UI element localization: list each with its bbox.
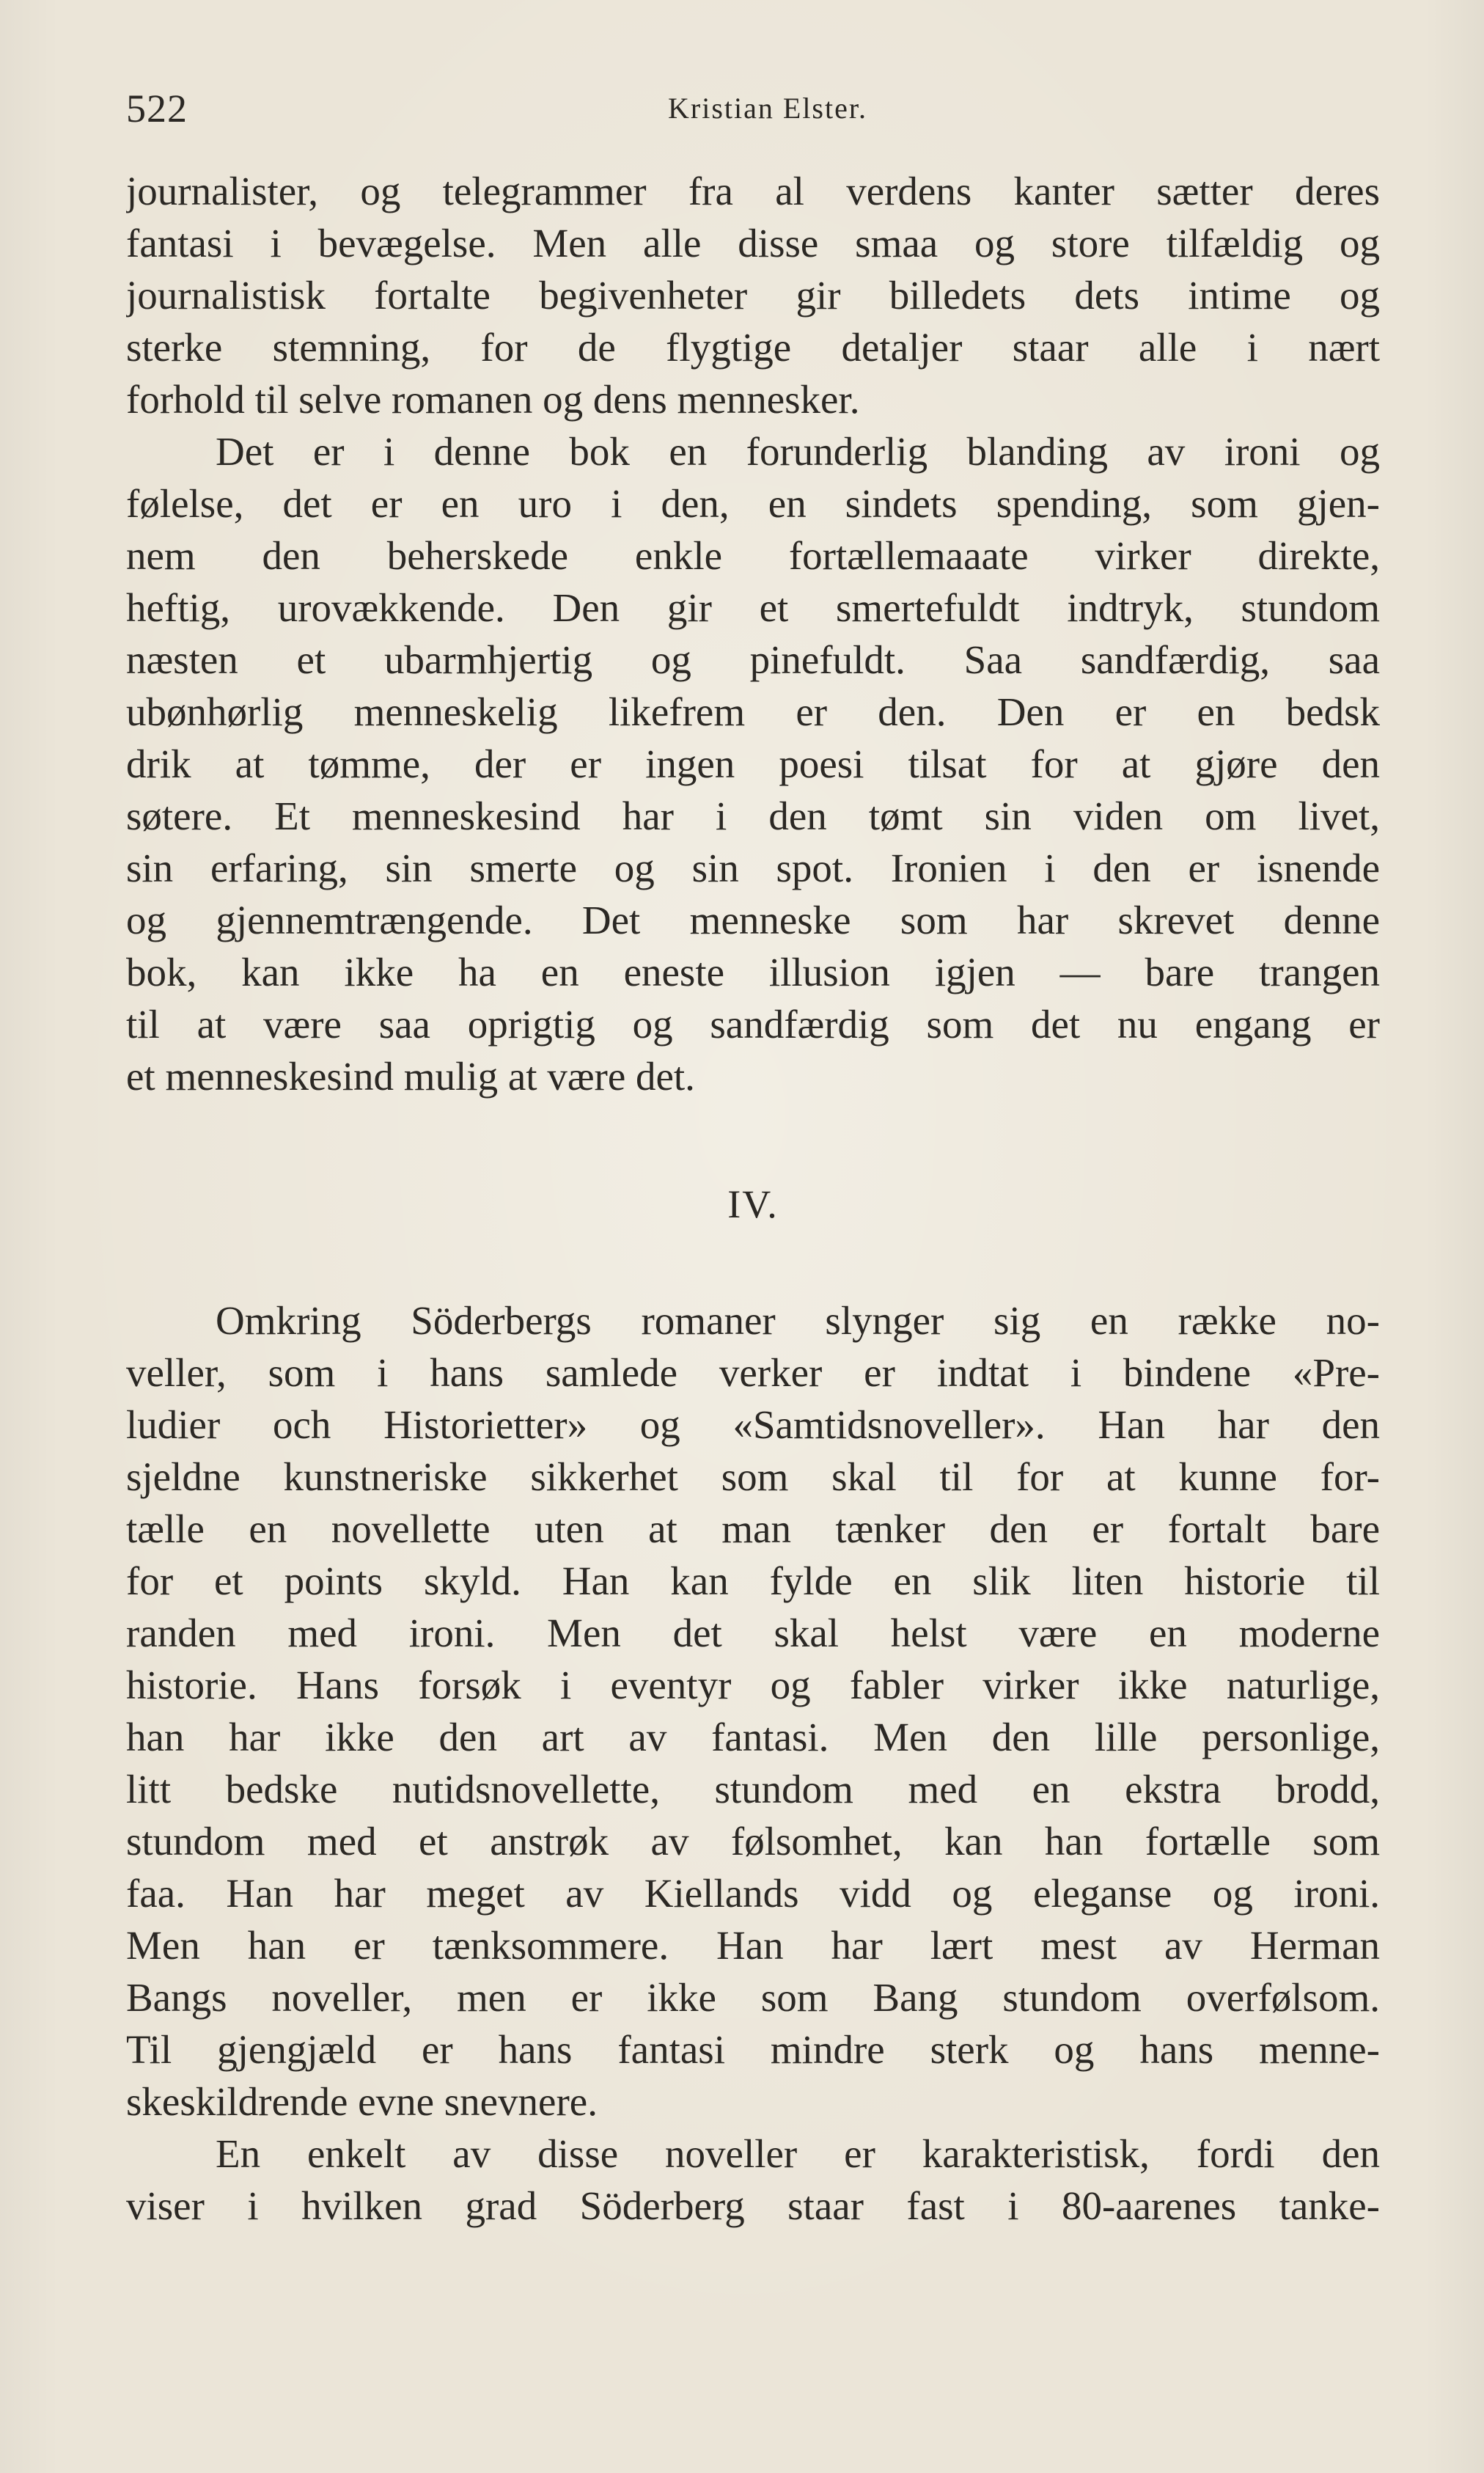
page-header: [126, 79, 1380, 138]
text-line: drik at tømme, der er ingen poesi tilsat for at gjøre den: [126, 741, 1380, 786]
text-line: heftig, urovækkende. Den gir et smertefuldt indtryk, stundom: [126, 585, 1380, 630]
text-line: tælle en novellette uten at man tænker den er fortalt bare: [126, 1506, 1380, 1551]
paragraph: [126, 165, 1380, 425]
text-line: forhold til selve romanen og dens mennesker.: [126, 377, 860, 422]
section-iii-end: [126, 165, 1380, 1102]
text-line: ubønhørlig menneskelig likefrem er den. Den er en bedsk: [126, 689, 1380, 734]
text-line: Til gjengjæld er hans fantasi mindre sterk og hans menne-: [126, 2027, 1380, 2072]
text-line: næsten et ubarmhjertig og pinefuldt. Saa sandfærdig, saa: [126, 637, 1380, 682]
text-line: randen med ironi. Men det skal helst være en moderne: [126, 1611, 1380, 1655]
text-line: fantasi i bevægelse. Men alle disse smaa og store tilfældig og: [126, 221, 1380, 265]
text-line: til at være saa oprigtig og sandfærdig som det nu engang er: [126, 1002, 1380, 1047]
text-line: stundom med et anstrøk av følsomhet, kan han fortælle som: [126, 1819, 1380, 1864]
text-line: Omkring Söderbergs romaner slynger sig en række no-: [216, 1298, 1380, 1343]
text-line: skeskildrende evne snevnere.: [126, 2079, 598, 2124]
text-line: og gjennemtrængende. Det menneske som har skrevet denne: [126, 898, 1380, 942]
text-line: søtere. Et menneskesind har i den tømt sin viden om livet,: [126, 794, 1380, 838]
body-text: [126, 165, 1380, 2232]
text-line: Bangs noveller, men er ikke som Bang stundom overfølsom.: [126, 1975, 1380, 2020]
running-head: Kristian Elster.: [668, 92, 867, 125]
section-iv: [126, 1294, 1380, 2232]
text-line: følelse, det er en uro i den, en sindets spending, som gjen-: [126, 481, 1380, 526]
text-line: sjeldne kunstneriske sikkerhet som skal til for at kunne for-: [126, 1454, 1380, 1499]
text-line: et menneskesind mulig at være det.: [126, 1054, 695, 1099]
text-line: bok, kan ikke ha en eneste illusion igjen — bare trangen: [126, 950, 1380, 994]
paragraph: [126, 2128, 1380, 2232]
text-line: sin erfaring, sin smerte og sin spot. Ironien i den er isnende: [126, 846, 1380, 890]
text-line: En enkelt av disse noveller er karakteristisk, fordi den: [216, 2131, 1380, 2176]
text-line: for et points skyld. Han kan fylde en slik liten historie til: [126, 1558, 1380, 1603]
text-line: viser i hvilken grad Söderberg staar fast i 80-aarenes tanke-: [126, 2183, 1380, 2228]
text-line: veller, som i hans samlede verker er indtat i bindene «Pre-: [126, 1350, 1380, 1395]
text-line: Men han er tænksommere. Han har lært mest av Herman: [126, 1923, 1380, 1968]
paragraph: [126, 1294, 1380, 2128]
text-line: journalistisk fortalte begivenheter gir billedets dets intime og: [126, 273, 1380, 318]
text-line: sterke stemning, for de flygtige detaljer staar alle i nært: [126, 325, 1380, 370]
text-line: journalister, og telegrammer fra al verdens kanter sætter deres: [126, 169, 1380, 213]
section-heading: IV.: [727, 1182, 779, 1226]
text-line: litt bedske nutidsnovellette, stundom med en ekstra brodd,: [126, 1767, 1380, 1811]
paragraph: [126, 425, 1380, 1102]
text-line: faa. Han har meget av Kiellands vidd og eleganse og ironi.: [126, 1871, 1380, 1916]
text-line: ludier och Historietter» og «Samtidsnoveller». Han har den: [126, 1402, 1380, 1447]
text-line: historie. Hans forsøk i eventyr og fabler virker ikke naturlige,: [126, 1663, 1380, 1707]
text-line: Det er i denne bok en forunderlig blanding av ironi og: [216, 429, 1380, 474]
text-line: nem den beherskede enkle fortællemaaate virker direkte,: [126, 533, 1380, 578]
text-line: han har ikke den art av fantasi. Men den lille personlige,: [126, 1715, 1380, 1759]
page-number: 522: [126, 87, 188, 131]
